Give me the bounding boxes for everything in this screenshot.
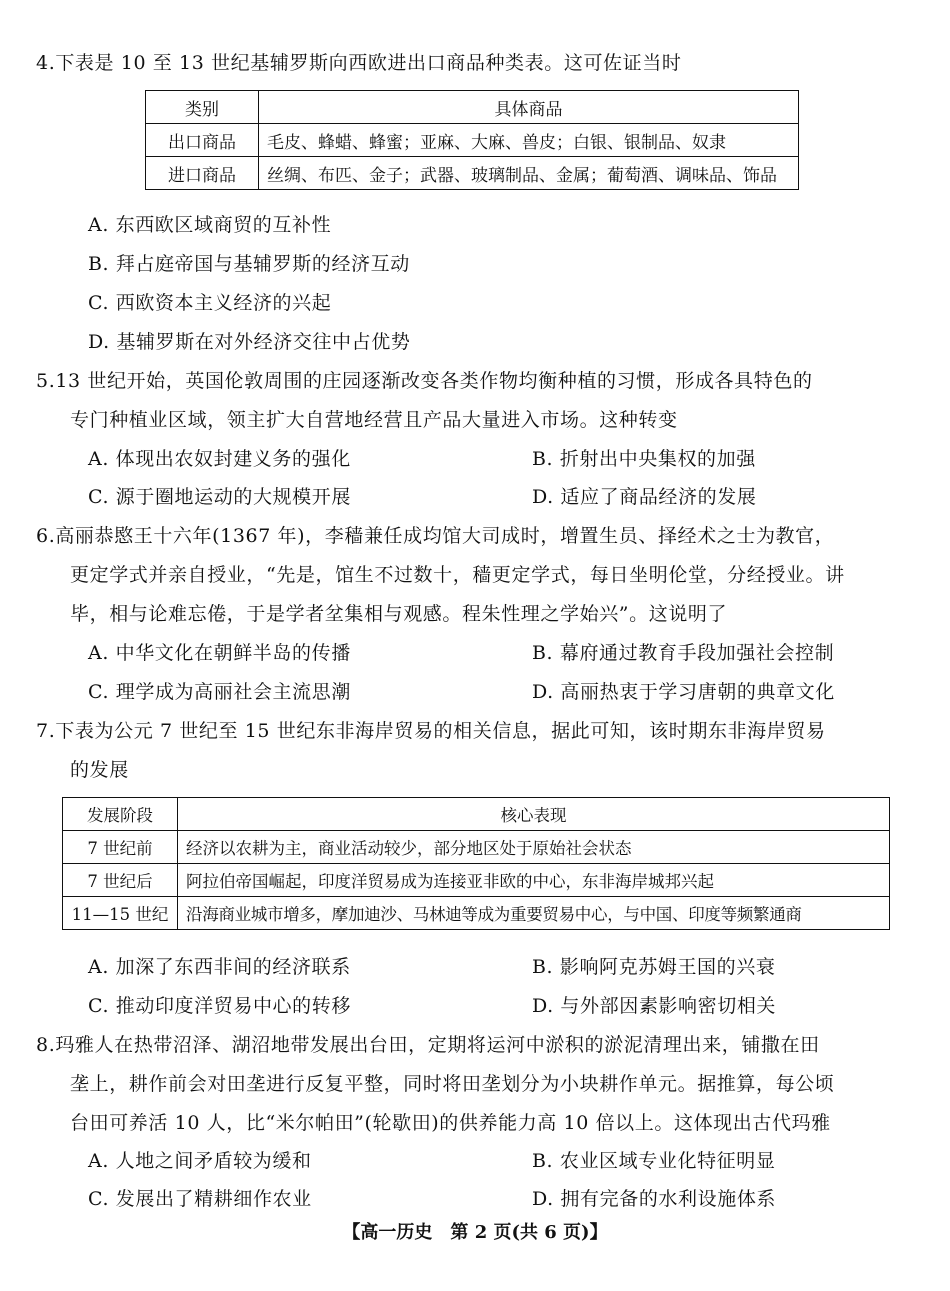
- table-row: [63, 864, 890, 897]
- q5-option-b[interactable]: B. 折射出中央集权的加强: [532, 448, 756, 470]
- q7-option-c[interactable]: C. 推动印度洋贸易中心的转移: [88, 995, 351, 1017]
- q7-row-core: 沿海商业城市增多，摩加迪沙、马林迪等成为重要贸易中心，与中国、印度等频繁通商: [178, 897, 890, 930]
- table-row: [63, 897, 890, 930]
- q7-option-d[interactable]: D. 与外部因素影响密切相关: [532, 995, 777, 1017]
- q4-option-d[interactable]: D. 基辅罗斯在对外经济交往中占优势: [88, 331, 411, 353]
- table-row: [146, 157, 799, 190]
- q7-option-b[interactable]: B. 影响阿克苏姆王国的兴衰: [532, 956, 776, 978]
- q7-row-stage: 11—15 世纪: [63, 897, 178, 930]
- q7-stem-line-2: 的发展: [70, 759, 129, 781]
- q7-stem-line-1: 7.下表为公元 7 世纪至 15 世纪东非海岸贸易的相关信息，据此可知，该时期东非海岸贸易: [36, 720, 826, 742]
- q4-option-c[interactable]: C. 西欧资本主义经济的兴起: [88, 292, 332, 314]
- q4-header-category: 类别: [146, 91, 259, 124]
- q5-option-c[interactable]: C. 源于圈地运动的大规模开展: [88, 486, 351, 508]
- q4-table: [145, 90, 799, 190]
- q4-stem: 4.下表是 10 至 13 世纪基辅罗斯向西欧进出口商品种类表。这可佐证当时: [36, 52, 682, 74]
- q8-option-a[interactable]: A. 人地之间矛盾较为缓和: [88, 1150, 312, 1172]
- q7-option-a[interactable]: A. 加深了东西非间的经济联系: [88, 956, 351, 978]
- q5-option-d[interactable]: D. 适应了商品经济的发展: [532, 486, 757, 508]
- q8-stem-line-2: 垄上，耕作前会对田垄进行反复平整，同时将田垄划分为小块耕作单元。据推算，每公顷: [70, 1073, 835, 1095]
- q6-option-d[interactable]: D. 高丽热衷于学习唐朝的典章文化: [532, 681, 835, 703]
- q7-header-stage: 发展阶段: [63, 798, 178, 831]
- q5-stem-line-1: 5.13 世纪开始，英国伦敦周围的庄园逐渐改变各类作物均衡种植的习惯，形成各具特色的: [36, 370, 813, 392]
- q4-row-label: 出口商品: [146, 124, 259, 157]
- q7-row-core: 阿拉伯帝国崛起，印度洋贸易成为连接亚非欧的中心，东非海岸城邦兴起: [178, 864, 890, 897]
- q7-row-stage: 7 世纪后: [63, 864, 178, 897]
- q6-option-c[interactable]: C. 理学成为高丽社会主流思潮: [88, 681, 351, 703]
- q4-header-goods: 具体商品: [259, 91, 799, 124]
- q8-option-c[interactable]: C. 发展出了精耕细作农业: [88, 1188, 312, 1210]
- q7-row-stage: 7 世纪前: [63, 831, 178, 864]
- q6-stem-line-3: 毕，相与论难忘倦，于是学者坌集相与观感。程朱性理之学始兴”。这说明了: [70, 603, 728, 625]
- q4-row-goods: 毛皮、蜂蜡、蜂蜜；亚麻、大麻、兽皮；白银、银制品、奴隶: [259, 124, 799, 157]
- q8-stem-line-1: 8.玛雅人在热带沼泽、湖沼地带发展出台田，定期将运河中淤积的淤泥清理出来，铺撒在田: [36, 1034, 820, 1056]
- q7-header-core: 核心表现: [178, 798, 890, 831]
- q6-stem-line-2: 更定学式并亲自授业，“先是，馆生不过数十，穑更定学式，每日坐明伦堂，分经授业。讲: [70, 564, 845, 586]
- q4-option-a[interactable]: A. 东西欧区域商贸的互补性: [88, 214, 332, 236]
- q8-option-d[interactable]: D. 拥有完备的水利设施体系: [532, 1188, 777, 1210]
- q8-option-b[interactable]: B. 农业区域专业化特征明显: [532, 1150, 776, 1172]
- page-footer: 【高一历史 第 2 页(共 6 页)】: [342, 1222, 608, 1243]
- q6-option-a[interactable]: A. 中华文化在朝鲜半岛的传播: [88, 642, 351, 664]
- q4-row-goods: 丝绸、布匹、金子；武器、玻璃制品、金属；葡萄酒、调味品、饰品: [259, 157, 799, 190]
- q7-row-core: 经济以农耕为主，商业活动较少，部分地区处于原始社会状态: [178, 831, 890, 864]
- q6-stem-line-1: 6.高丽恭愍王十六年(1367 年)，李穑兼任成均馆大司成时，增置生员、择经术之士为教官，: [36, 525, 835, 547]
- table-row: [63, 831, 890, 864]
- q5-option-a[interactable]: A. 体现出农奴封建义务的强化: [88, 448, 351, 470]
- q5-stem-line-2: 专门种植业区域，领主扩大自营地经营且产品大量进入市场。这种转变: [70, 409, 678, 431]
- q4-row-label: 进口商品: [146, 157, 259, 190]
- q7-table: [62, 797, 890, 930]
- q4-option-b[interactable]: B. 拜占庭帝国与基辅罗斯的经济互动: [88, 253, 410, 275]
- q8-stem-line-3: 台田可养活 10 人，比“米尔帕田”(轮歇田)的供养能力高 10 倍以上。这体现出古代玛雅: [70, 1112, 831, 1134]
- table-row: [146, 124, 799, 157]
- q6-option-b[interactable]: B. 幕府通过教育手段加强社会控制: [532, 642, 835, 664]
